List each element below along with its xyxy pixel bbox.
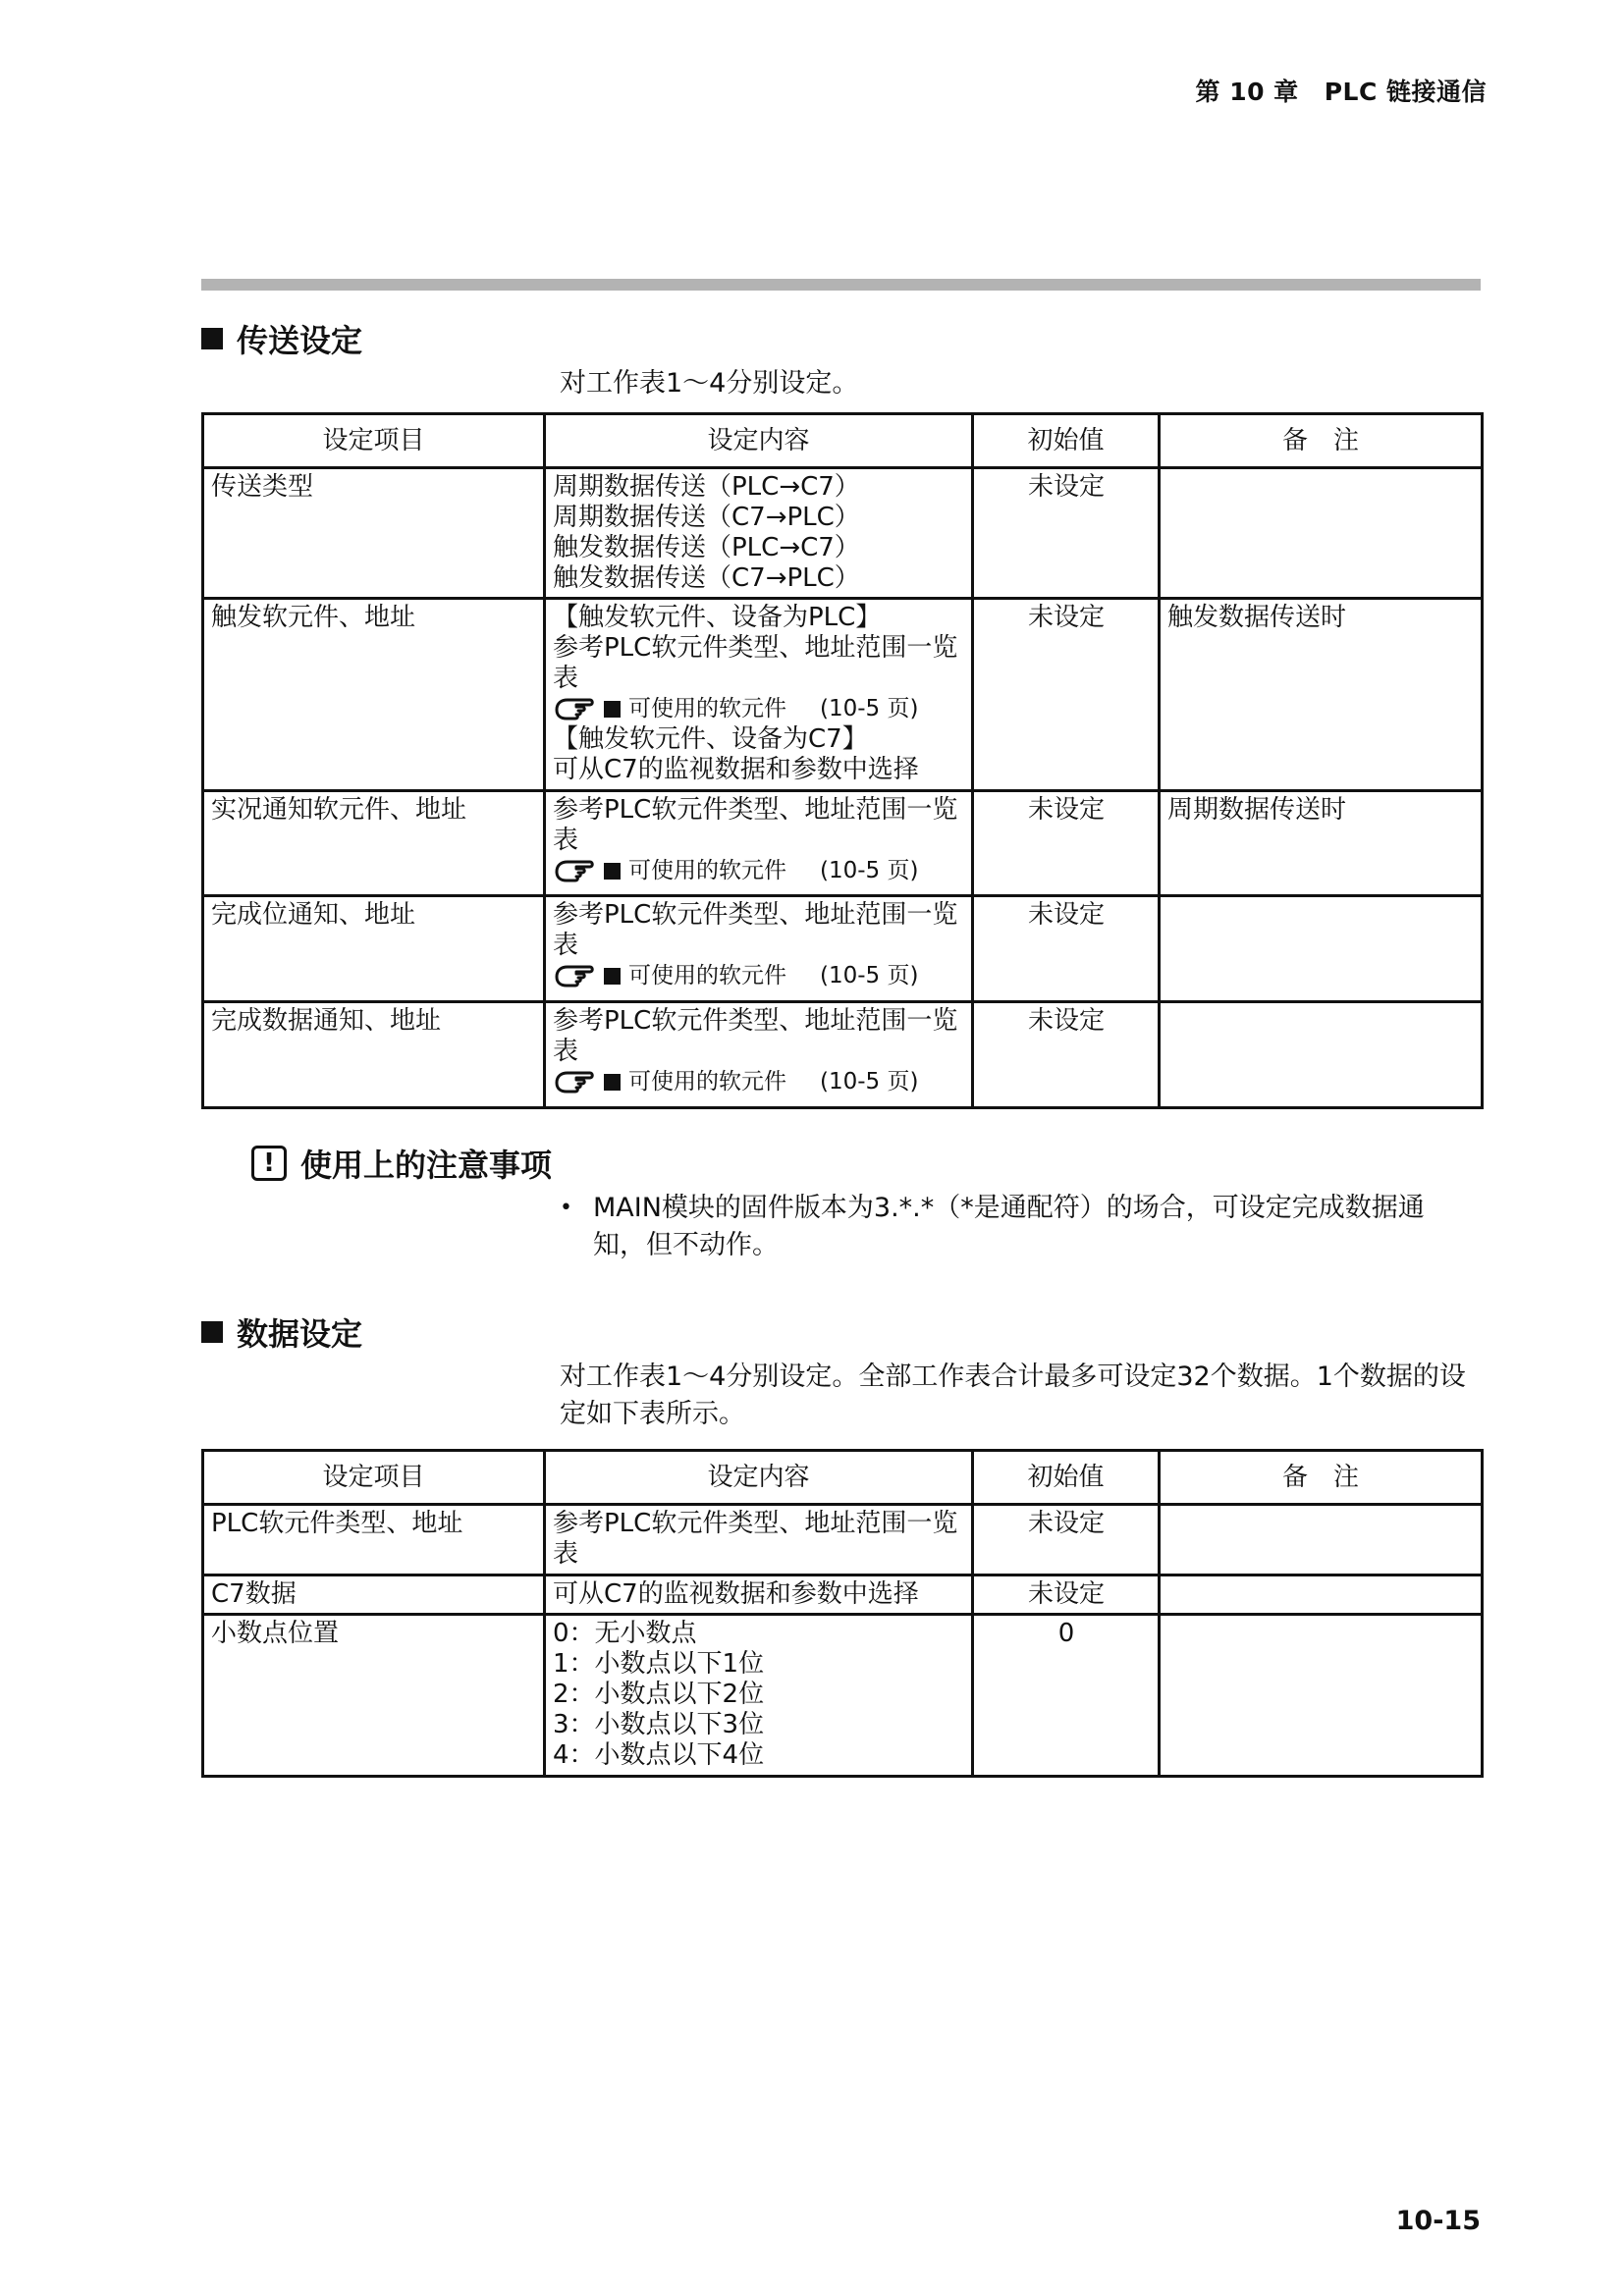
pointing-hand-icon <box>553 697 596 722</box>
setting-item: 完成位通知、地址 <box>203 896 545 1002</box>
section-title-transfer: 传送设定 <box>201 316 362 361</box>
caution-icon: ! <box>251 1146 287 1181</box>
square-bullet-icon <box>201 1321 223 1343</box>
setting-item: 触发软元件、地址 <box>203 599 545 791</box>
table-header-row <box>203 414 1483 468</box>
pointing-hand-icon <box>553 859 596 884</box>
initial-value: 未设定 <box>973 599 1160 791</box>
column-header: 初始值 <box>973 1451 1160 1505</box>
setting-item: C7数据 <box>203 1575 545 1615</box>
column-header: 备 注 <box>1160 414 1483 468</box>
column-header: 设定项目 <box>203 1451 545 1505</box>
column-header: 设定内容 <box>545 1451 973 1505</box>
setting-content: 0：无小数点 1：小数点以下1位 2：小数点以下2位 3：小数点以下3位 4：小数点以下4位 <box>545 1615 973 1777</box>
setting-content: 参考PLC软元件类型、地址范围一览 表 <box>545 1505 973 1575</box>
remark <box>1160 468 1483 599</box>
table-row <box>203 1002 1483 1108</box>
cross-reference[interactable]: 可使用的软元件 (10-5 页) <box>553 1067 965 1097</box>
chapter-title: PLC 链接通信 <box>1324 78 1487 106</box>
caution-note <box>560 1190 1463 1264</box>
bullet-dot-icon: • <box>560 1196 572 1220</box>
pointing-hand-icon <box>553 1070 596 1095</box>
initial-value: 0 <box>973 1615 1160 1777</box>
page-number: 10-15 <box>1395 2206 1481 2236</box>
remark <box>1160 1505 1483 1575</box>
transfer-settings-table <box>201 412 1484 1109</box>
table-header-row <box>203 1451 1483 1505</box>
chapter-label: 第 10 章 <box>1195 78 1299 106</box>
setting-content: 【触发软元件、设备为PLC】 参考PLC软元件类型、地址范围一览 表 可使用的软元件 (10-5 页) 【触发软元件、设备为C7】 可从C7的监视数据和参数中选择 <box>545 599 973 791</box>
remark <box>1160 896 1483 1002</box>
cross-reference[interactable]: 可使用的软元件 (10-5 页) <box>553 694 965 724</box>
initial-value: 未设定 <box>973 1575 1160 1615</box>
setting-content: 可从C7的监视数据和参数中选择 <box>545 1575 973 1615</box>
setting-item: 小数点位置 <box>203 1615 545 1777</box>
setting-item: 实况通知软元件、地址 <box>203 791 545 896</box>
section-title-data: 数据设定 <box>201 1309 362 1355</box>
remark <box>1160 1575 1483 1615</box>
initial-value: 未设定 <box>973 791 1160 896</box>
remark: 触发数据传送时 <box>1160 599 1483 791</box>
section-rule <box>201 279 1481 291</box>
setting-content: 周期数据传送（PLC→C7） 周期数据传送（C7→PLC） 触发数据传送（PLC→C7） 触发数据传送（C7→PLC） <box>545 468 973 599</box>
initial-value: 未设定 <box>973 896 1160 1002</box>
cross-reference[interactable]: 可使用的软元件 (10-5 页) <box>553 856 965 886</box>
square-bullet-icon <box>604 1074 621 1091</box>
initial-value: 未设定 <box>973 468 1160 599</box>
table-row <box>203 791 1483 896</box>
column-header: 初始值 <box>973 414 1160 468</box>
remark: 周期数据传送时 <box>1160 791 1483 896</box>
table-row <box>203 1505 1483 1575</box>
initial-value: 未设定 <box>973 1505 1160 1575</box>
data-settings-table <box>201 1449 1484 1778</box>
setting-content: 参考PLC软元件类型、地址范围一览 表 可使用的软元件 (10-5 页) <box>545 1002 973 1108</box>
setting-item: 完成数据通知、地址 <box>203 1002 545 1108</box>
column-header: 设定内容 <box>545 414 973 468</box>
table-row <box>203 896 1483 1002</box>
remark <box>1160 1615 1483 1777</box>
setting-content: 参考PLC软元件类型、地址范围一览 表 可使用的软元件 (10-5 页) <box>545 896 973 1002</box>
pointing-hand-icon <box>553 964 596 989</box>
initial-value: 未设定 <box>973 1002 1160 1108</box>
square-bullet-icon <box>201 328 223 349</box>
column-header: 备 注 <box>1160 1451 1483 1505</box>
table-row <box>203 468 1483 599</box>
running-header <box>1195 73 1487 108</box>
table-row <box>203 1615 1483 1777</box>
square-bullet-icon <box>604 968 621 985</box>
remark <box>1160 1002 1483 1108</box>
transfer-intro: 对工作表1～4分别设定。 <box>560 368 859 399</box>
square-bullet-icon <box>604 863 621 880</box>
caution-heading: ! 使用上的注意事项 <box>251 1141 552 1186</box>
setting-item: PLC软元件类型、地址 <box>203 1505 545 1575</box>
column-header: 设定项目 <box>203 414 545 468</box>
data-intro: 对工作表1～4分别设定。全部工作表合计最多可设定32个数据。1个数据的设定如下表所示。 <box>560 1362 1466 1429</box>
cross-reference[interactable]: 可使用的软元件 (10-5 页) <box>553 961 965 991</box>
setting-item: 传送类型 <box>203 468 545 599</box>
table-row <box>203 1575 1483 1615</box>
caution-text: MAIN模块的固件版本为3.*.*（*是通配符）的场合，可设定完成数据通知，但不动作。 <box>593 1193 1425 1260</box>
square-bullet-icon <box>604 701 621 718</box>
table-row <box>203 599 1483 791</box>
setting-content: 参考PLC软元件类型、地址范围一览 表 可使用的软元件 (10-5 页) <box>545 791 973 896</box>
